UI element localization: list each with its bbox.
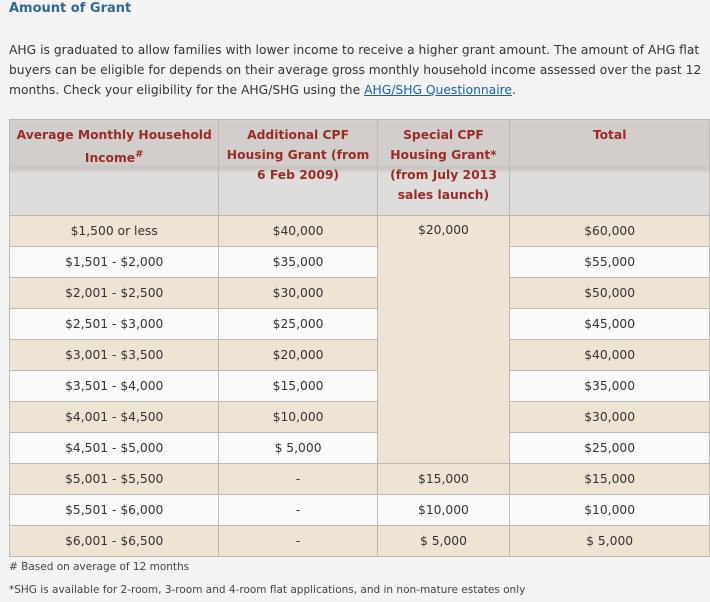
cell-ahg: $35,000	[219, 247, 377, 278]
cell-income: $5,001 - $5,500	[10, 464, 219, 495]
cell-income: $4,001 - $4,500	[10, 402, 219, 433]
hash-mark: #	[135, 149, 144, 160]
cell-income: $3,001 - $3,500	[10, 340, 219, 371]
table-row	[10, 278, 710, 309]
cell-ahg: $ 5,000	[219, 433, 377, 464]
cell-shg: $10,000	[377, 495, 510, 526]
cell-income: $1,501 - $2,000	[10, 247, 219, 278]
header-ahg: Additional CPF Housing Grant (from 6 Feb 2009)	[219, 120, 377, 216]
table-row	[10, 340, 710, 371]
cell-shg: $20,000	[377, 216, 510, 464]
cell-total: $25,000	[510, 433, 710, 464]
cell-ahg: -	[219, 495, 377, 526]
grant-table	[9, 119, 710, 557]
table-row	[10, 495, 710, 526]
cell-ahg: $25,000	[219, 309, 377, 340]
footnote-hash: # Based on average of 12 months	[9, 561, 190, 573]
cell-income: $5,501 - $6,000	[10, 495, 219, 526]
cell-total: $35,000	[510, 371, 710, 402]
cell-income: $4,501 - $5,000	[10, 433, 219, 464]
cell-ahg: $15,000	[219, 371, 377, 402]
cell-shg: $ 5,000	[377, 526, 510, 557]
questionnaire-link[interactable]: AHG/SHG Questionnaire	[364, 83, 512, 97]
cell-ahg: -	[219, 464, 377, 495]
intro-end: .	[511, 83, 516, 97]
footnotes	[9, 556, 525, 602]
table-row	[10, 402, 710, 433]
cell-total: $10,000	[510, 495, 710, 526]
cell-ahg: $40,000	[219, 216, 377, 247]
cell-income: $6,001 - $6,500	[10, 526, 219, 557]
table-row	[10, 526, 710, 557]
cell-ahg: -	[219, 526, 377, 557]
table-row	[10, 464, 710, 495]
cell-income: $3,501 - $4,000	[10, 371, 219, 402]
cell-total: $50,000	[510, 278, 710, 309]
table-row	[10, 371, 710, 402]
table-row	[10, 433, 710, 464]
cell-ahg: $10,000	[219, 402, 377, 433]
table-row	[10, 309, 710, 340]
header-total: Total	[510, 120, 710, 216]
cell-total: $40,000	[510, 340, 710, 371]
cell-total: $30,000	[510, 402, 710, 433]
cell-income: $2,501 - $3,000	[10, 309, 219, 340]
footnote-shg: *SHG is available for 2-room, 3-room and 4-room flat applications, and in non-mature estates only	[9, 584, 526, 596]
header-income: Average Monthly Household Income#	[10, 120, 219, 216]
cell-ahg: $20,000	[219, 340, 377, 371]
cell-shg: $15,000	[377, 464, 510, 495]
table-row	[10, 216, 710, 247]
section-title: Amount of Grant	[9, 1, 132, 16]
cell-total: $45,000	[510, 309, 710, 340]
intro-paragraph	[9, 40, 709, 100]
intro-text: AHG is graduated to allow families with lower income to receive a higher grant amount. The amount of AHG flat buyers can be eligible for depends on their average gross monthly household income assessed over the past 12 months. Check your eligibility for the AHG/SHG using the	[9, 43, 702, 97]
table-row	[10, 247, 710, 278]
cell-income: $1,500 or less	[10, 216, 219, 247]
header-shg: Special CPF Housing Grant* (from July 2013 sales launch)	[377, 120, 510, 216]
cell-total: $ 5,000	[510, 526, 710, 557]
cell-total: $60,000	[510, 216, 710, 247]
cell-income: $2,001 - $2,500	[10, 278, 219, 309]
cell-ahg: $30,000	[219, 278, 377, 309]
cell-total: $55,000	[510, 247, 710, 278]
cell-total: $15,000	[510, 464, 710, 495]
